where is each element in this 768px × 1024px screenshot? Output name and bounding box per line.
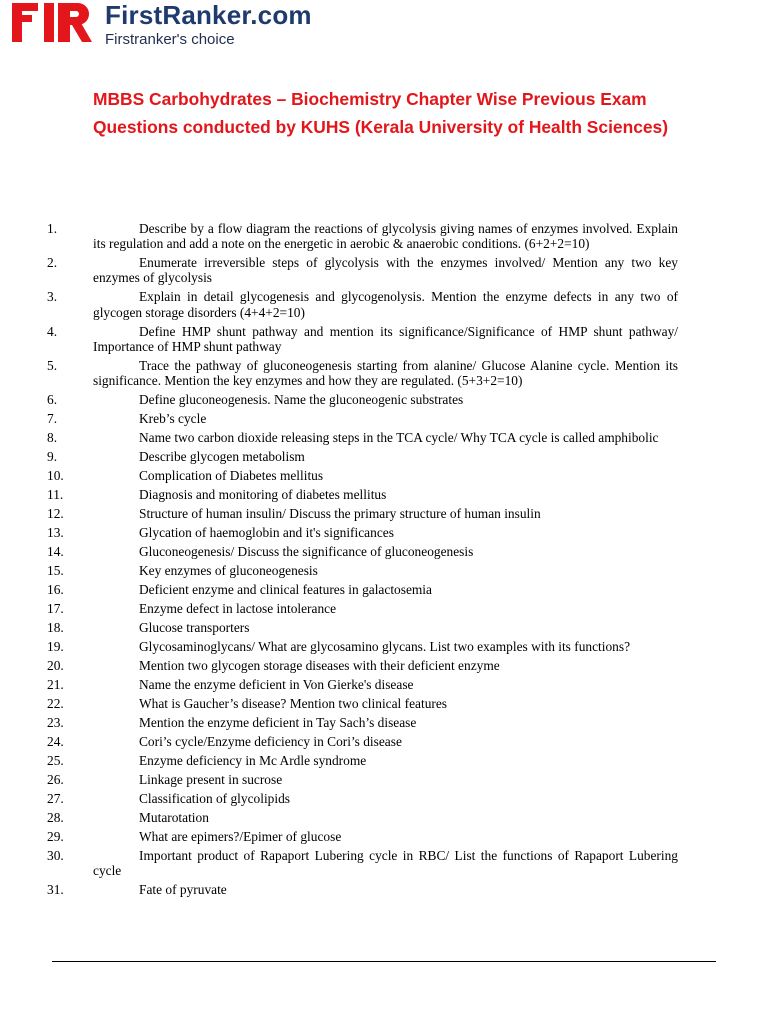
- question-item: [47, 882, 678, 898]
- question-number: 15.: [47, 563, 64, 579]
- question-text: Mention the enzyme deficient in Tay Sach’s disease: [139, 715, 417, 731]
- brand-tagline: Firstranker's choice: [105, 31, 235, 48]
- question-item: [47, 255, 678, 286]
- question-text: Trace the pathway of gluconeogenesis starting from alanine/ Glucose Alanine cycle. Mention its significance. Mention the key enzymes and how they are regulated. (5+3+2=10): [93, 357, 678, 389]
- question-text: Structure of human insulin/ Discuss the primary structure of human insulin: [139, 506, 541, 522]
- question-number: 2.: [47, 255, 58, 271]
- question-item: [47, 639, 678, 655]
- question-number: 21.: [47, 677, 64, 693]
- question-text: Cori’s cycle/Enzyme deficiency in Cori’s disease: [139, 734, 402, 750]
- question-item: [47, 753, 678, 769]
- question-number: 12.: [47, 506, 64, 522]
- question-text: Key enzymes of gluconeogenesis: [139, 563, 318, 579]
- question-item: [47, 848, 678, 879]
- question-item: [47, 772, 678, 788]
- firstranker-logo[interactable]: [12, 0, 342, 50]
- question-item: [47, 791, 678, 807]
- question-number: 10.: [47, 468, 64, 484]
- question-item: [47, 696, 678, 712]
- fr-logo-mark-icon: [12, 0, 92, 44]
- question-item: [47, 430, 678, 446]
- question-item: [47, 829, 678, 845]
- question-number: 3.: [47, 289, 58, 305]
- question-text: Glucose transporters: [139, 620, 250, 636]
- question-number: 13.: [47, 525, 64, 541]
- question-number: 25.: [47, 753, 64, 769]
- question-text: Kreb’s cycle: [139, 411, 207, 427]
- question-item: [47, 563, 678, 579]
- question-number: 16.: [47, 582, 64, 598]
- question-item: [47, 620, 678, 636]
- question-number: 27.: [47, 791, 64, 807]
- question-text: Complication of Diabetes mellitus: [139, 468, 324, 484]
- footer-divider: [52, 961, 716, 962]
- question-number: 1.: [47, 221, 58, 236]
- question-text: Glycation of haemoglobin and it's significances: [139, 525, 394, 541]
- question-text: Enumerate irreversible steps of glycolysis with the enzymes involved/ Mention any two key enzymes of glycolysis: [93, 255, 678, 286]
- brand-name: FirstRanker.com: [105, 0, 312, 30]
- question-number: 30.: [47, 848, 64, 864]
- question-number: 7.: [47, 411, 58, 427]
- question-text: What are epimers?/Epimer of glucose: [139, 829, 342, 845]
- question-text: Define gluconeogenesis. Name the gluconeogenic substrates: [139, 392, 464, 408]
- question-item: [47, 323, 678, 354]
- question-number: 17.: [47, 601, 64, 617]
- question-item: [47, 601, 678, 617]
- question-item: [47, 582, 678, 598]
- question-item: [47, 411, 678, 427]
- question-number: 9.: [47, 449, 58, 465]
- question-item: [47, 449, 678, 465]
- question-number: 31.: [47, 882, 64, 898]
- question-text: Define HMP shunt pathway and mention its significance/Significance of HMP shunt pathway/ Importance of HMP shunt pathway: [93, 323, 678, 354]
- question-number: 20.: [47, 658, 64, 674]
- question-number: 24.: [47, 734, 64, 750]
- question-number: 5.: [47, 357, 58, 373]
- question-number: 23.: [47, 715, 64, 731]
- question-item: [47, 658, 678, 674]
- question-text: Enzyme deficiency in Mc Ardle syndrome: [139, 753, 367, 769]
- question-text: Glycosaminoglycans/ What are glycosamino glycans. List two examples with its functions?: [139, 639, 631, 655]
- question-text: Mention two glycogen storage diseases with their deficient enzyme: [139, 658, 500, 674]
- question-text: Diagnosis and monitoring of diabetes mellitus: [139, 487, 387, 503]
- question-number: 18.: [47, 620, 64, 636]
- question-text: Deficient enzyme and clinical features in galactosemia: [139, 582, 432, 598]
- question-item: [47, 525, 678, 541]
- question-text: Describe by a flow diagram the reactions of glycolysis giving names of enzymes involved. Explain its regulation and add a note on the energetic in aerobic & anaerobic conditions. (6+2+2=10): [93, 221, 678, 252]
- question-number: 28.: [47, 810, 64, 826]
- question-item: [47, 487, 678, 503]
- question-number: 14.: [47, 544, 64, 560]
- question-text: Important product of Rapaport Lubering cycle in RBC/ List the functions of Rapaport Lubering cycle: [93, 848, 678, 879]
- question-number: 11.: [47, 487, 64, 503]
- question-text: What is Gaucher’s disease? Mention two clinical features: [139, 696, 447, 712]
- question-text: Classification of glycolipids: [139, 791, 290, 807]
- question-item: [47, 506, 678, 522]
- question-number: 19.: [47, 639, 64, 655]
- question-text: Name two carbon dioxide releasing steps in the TCA cycle/ Why TCA cycle is called amphibolic: [139, 430, 659, 446]
- question-text: Enzyme defect in lactose intolerance: [139, 601, 337, 617]
- question-item: [47, 468, 678, 484]
- question-text: Name the enzyme deficient in Von Gierke's disease: [139, 677, 414, 693]
- question-item: [47, 392, 678, 408]
- question-text: Linkage present in sucrose: [139, 772, 283, 788]
- question-item: [47, 221, 678, 252]
- question-number: 8.: [47, 430, 58, 446]
- question-text: Mutarotation: [139, 810, 209, 826]
- question-text: Describe glycogen metabolism: [139, 449, 305, 465]
- question-number: 4.: [47, 323, 58, 339]
- question-list: [47, 221, 678, 901]
- question-item: [47, 715, 678, 731]
- document-title: MBBS Carbohydrates – Biochemistry Chapter Wise Previous Exam Questions conducted by KUHS (Kerala University of Health Sciences): [93, 89, 669, 137]
- question-item: [47, 677, 678, 693]
- question-text: Fate of pyruvate: [139, 882, 227, 898]
- question-number: 22.: [47, 696, 64, 712]
- question-text: Gluconeogenesis/ Discuss the significance of gluconeogenesis: [139, 544, 474, 560]
- question-number: 26.: [47, 772, 64, 788]
- question-item: [47, 289, 678, 320]
- question-item: [47, 734, 678, 750]
- question-text: Explain in detail glycogenesis and glycogenolysis. Mention the enzyme defects in any two of glycogen storage disorders (4+4+2=10): [93, 289, 678, 320]
- question-number: 6.: [47, 392, 58, 408]
- question-item: [47, 544, 678, 560]
- question-item: [47, 357, 678, 389]
- question-number: 29.: [47, 829, 64, 845]
- question-item: [47, 810, 678, 826]
